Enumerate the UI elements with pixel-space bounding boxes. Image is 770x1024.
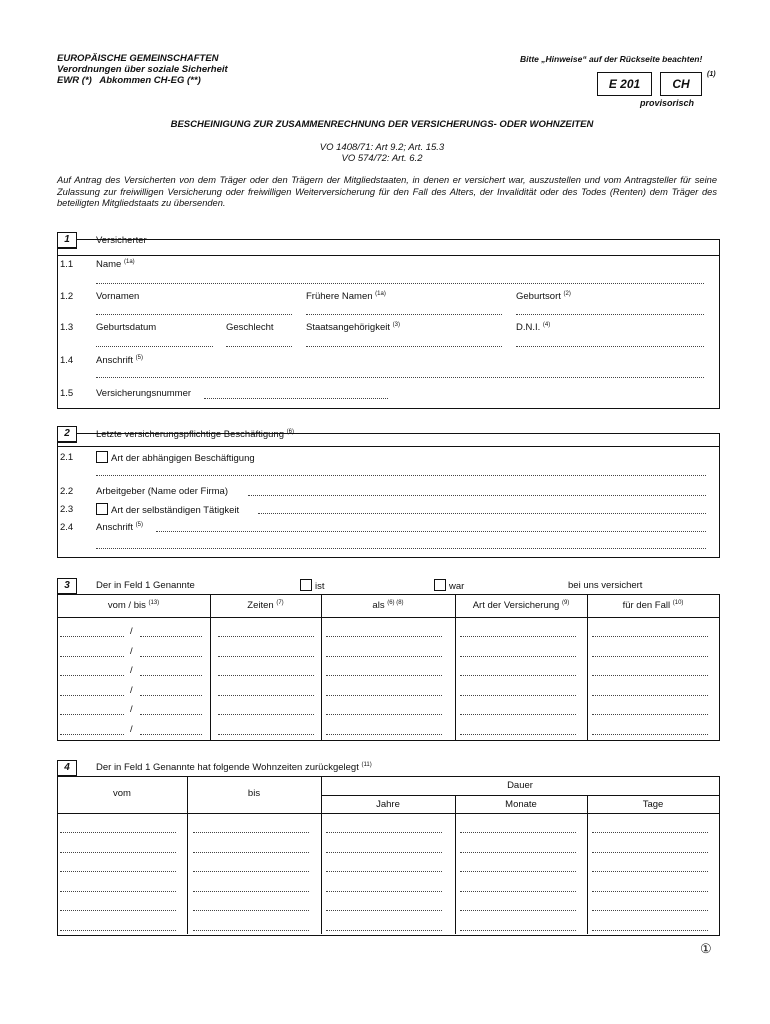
section-3-cell-field[interactable] [326,734,442,735]
self-employment-label: Art der selbständigen Tätigkeit [96,503,239,516]
section-2-title: Letzte versicherungspflichtige Beschäftigung $^{(6)}$ [96,428,294,440]
residence-period-field[interactable] [60,832,176,833]
page-title: BESCHEINIGUNG ZUR ZUSAMMENRECHNUNG DER VERSICHERUNGS- ODER WOHNZEITEN [170,119,594,130]
section-3-cell-field[interactable] [218,695,314,696]
section-3-cell-field[interactable] [218,675,314,676]
months-header: Monate [505,799,537,810]
residence-period-field[interactable] [460,832,576,833]
period-to-field[interactable] [140,656,202,657]
residence-period-field[interactable] [326,930,442,931]
employer-field[interactable] [248,495,706,496]
section-3-cell-field[interactable] [326,695,442,696]
period-separator: / [130,684,133,696]
residence-period-field[interactable] [592,832,708,833]
employment-address-field[interactable] [156,531,706,532]
period-separator: / [130,645,133,657]
page-number-marker: ① [700,941,712,956]
provisional-label: provisorisch [640,98,695,108]
residence-period-field[interactable] [193,871,309,872]
employment-type-label: Art der abhängigen Beschäftigung [96,451,255,464]
sex-field[interactable] [226,346,292,347]
section-4-lead: Der in Feld 1 Genannte hat folgende Wohnzeiten zurückgelegt $^{(11)}$ [96,761,372,773]
section-3-cell-field[interactable] [592,656,708,657]
residence-period-field[interactable] [193,930,309,931]
row-2-1-number: 2.1 [60,452,74,463]
was-checkbox[interactable] [434,579,446,591]
insurance-number-field[interactable] [204,398,388,399]
section-3-column-header: für den Fall $^{(10)}$ [622,599,684,611]
duration-header: Dauer [507,780,533,791]
issuer-line-2: Verordnungen über soziale Sicherheit [57,64,228,75]
section-3-cell-field[interactable] [326,675,442,676]
regulation-line-2: VO 574/72: Art. 6.2 [341,153,423,164]
address-field[interactable] [96,377,704,378]
name-field[interactable] [96,283,704,284]
section-2-number: 2 [57,426,77,443]
country-footnote: (1) [707,71,716,78]
period-from-field[interactable] [60,675,124,676]
section-4-number: 4 [57,760,77,777]
form-code-box: E 201 [597,72,652,96]
section-3-column-header: vom / bis $^{(13)}$ [107,599,160,611]
is-option: ist [300,579,325,592]
years-header: Jahre [376,799,400,810]
period-to-field[interactable] [140,714,202,715]
residence-period-field[interactable] [592,871,708,872]
employment-checkbox[interactable] [96,451,108,463]
section-1-title: Versicherter [96,235,147,246]
row-1-1-number: 1.1 [60,259,74,270]
row-2-3-number: 2.3 [60,504,74,515]
section-3-cell-field[interactable] [592,695,708,696]
section-3-cell-field[interactable] [592,714,708,715]
section-3-column-header: als $^{(6) (8)}$ [372,599,404,611]
self-employment-checkbox[interactable] [96,503,108,515]
section-3-column-header: Art der Versicherung $^{(9)}$ [472,599,570,611]
period-to-field[interactable] [140,636,202,637]
residence-period-field[interactable] [592,910,708,911]
birthdate-label: Geburtsdatum [96,322,157,333]
period-separator: / [130,704,133,715]
section-3-column-header: Zeiten $^{(7)}$ [247,599,284,611]
residence-period-field[interactable] [592,930,708,931]
days-header: Tage [642,799,664,810]
section-3-cell-field[interactable] [460,734,576,735]
residence-period-field[interactable] [460,871,576,872]
was-option: war [434,579,464,592]
row-2-2-number: 2.2 [60,486,74,497]
former-names-field[interactable] [306,314,502,315]
residence-period-field[interactable] [60,930,176,931]
residence-period-field[interactable] [460,852,576,853]
section-3-cell-field[interactable] [326,656,442,657]
first-names-label: Vornamen [96,291,140,302]
residence-period-field[interactable] [193,891,309,892]
country-code-box: CH [660,72,702,96]
row-2-4-number: 2.4 [60,522,74,533]
regulation-block [57,142,707,164]
first-names-field[interactable] [96,314,292,315]
issuer-line-3: EWR (*) Abkommen CH-EG (**) [57,75,201,86]
residence-period-field[interactable] [592,852,708,853]
backside-note: Bitte „Hinweise“ auf der Rückseite beachten! [520,54,703,64]
is-checkbox[interactable] [300,579,312,591]
section-3-cell-field[interactable] [218,734,314,735]
period-separator: / [130,665,133,676]
section-3-cell-field[interactable] [592,675,708,676]
period-from-field[interactable] [60,695,124,696]
section-3-cell-field[interactable] [592,734,708,735]
address-label: Anschrift $^{(5)}$ [96,354,143,366]
from-header: vom [113,788,131,799]
employment-address-field-2[interactable] [96,548,706,549]
residence-period-field[interactable] [326,910,442,911]
section-1-number: 1 [57,232,77,249]
to-header: bis [247,788,261,799]
residence-period-field[interactable] [193,852,309,853]
birthdate-field[interactable] [96,346,213,347]
residence-period-field[interactable] [60,871,176,872]
residence-period-field[interactable] [326,852,442,853]
residence-period-field[interactable] [60,852,176,853]
section-3-lead: Der in Feld 1 Genannte [96,580,195,591]
period-from-field[interactable] [60,636,124,637]
section-3-cell-field[interactable] [460,714,576,715]
residence-period-field[interactable] [60,910,176,911]
birthplace-field[interactable] [516,314,704,315]
nationality-field[interactable] [306,346,502,347]
residence-period-field[interactable] [60,891,176,892]
period-to-field[interactable] [140,695,202,696]
period-separator: / [130,723,133,735]
employer-label: Arbeitgeber (Name oder Firma) [96,486,228,497]
section-3-cell-field[interactable] [326,636,442,637]
birthplace-label: Geburtsort $^{(2)}$ [516,290,571,302]
section-3-cell-field[interactable] [218,636,314,637]
self-employment-field[interactable] [258,513,706,514]
intro-text: Auf Antrag des Versicherten von dem Träger oder den Trägern der Mitgliedstaaten, in denen er versichert war, auszustellen und vom Antragsteller für seine Zulassung zur freiwilligen Versicherung oder freiwilligen Weiterversicherung für den Fall des Alters, der Invalidität oder des Todes (Renten) dem Träger des beteiligten Mitgliedstaats zu übersenden. [57,175,717,208]
name-label: Name $^{(1a)}$ [96,258,135,270]
dni-label: D.N.I. $^{(4)}$ [516,321,551,333]
residence-period-field[interactable] [460,891,576,892]
period-to-field[interactable] [140,675,202,676]
residence-period-field[interactable] [193,910,309,911]
section-3-cell-field[interactable] [592,636,708,637]
employment-type-field[interactable] [96,475,706,476]
period-from-field[interactable] [60,656,124,657]
residence-period-field[interactable] [326,891,442,892]
section-3-cell-field[interactable] [218,656,314,657]
residence-period-field[interactable] [193,832,309,833]
period-from-field[interactable] [60,734,124,735]
section-3-cell-field[interactable] [460,656,576,657]
period-to-field[interactable] [140,734,202,735]
dni-field[interactable] [516,346,704,347]
section-3-cell-field[interactable] [460,695,576,696]
residence-period-field[interactable] [592,891,708,892]
residence-period-field[interactable] [326,871,442,872]
sex-label: Geschlecht [226,322,274,333]
residence-period-field[interactable] [460,910,576,911]
regulation-line-1: VO 1408/71: Art 9.2; Art. 15.3 [319,142,445,153]
residence-period-field[interactable] [460,930,576,931]
period-separator: / [130,626,133,637]
section-3-cell-field[interactable] [326,714,442,715]
insurance-number-label: Versicherungsnummer [96,388,192,399]
section-3-cell-field[interactable] [218,714,314,715]
nationality-label: Staatsangehörigkeit $^{(3)}$ [306,321,400,333]
issuer-block [57,53,228,86]
period-from-field[interactable] [60,714,124,715]
row-1-2-number: 1.2 [60,291,74,302]
section-3-tail: bei uns versichert [568,580,643,591]
section-3-cell-field[interactable] [460,636,576,637]
row-1-4-number: 1.4 [60,355,74,366]
former-names-label: Frühere Namen $^{(1a)}$ [306,290,386,302]
employment-address-label: Anschrift $^{(5)}$ [96,521,143,533]
section-3-cell-field[interactable] [460,675,576,676]
section-3-number: 3 [57,578,77,595]
row-1-3-number: 1.3 [60,322,74,333]
row-1-5-number: 1.5 [60,388,74,399]
issuer-line-1: EUROPÄISCHE GEMEINSCHAFTEN [57,53,219,64]
residence-period-field[interactable] [326,832,442,833]
